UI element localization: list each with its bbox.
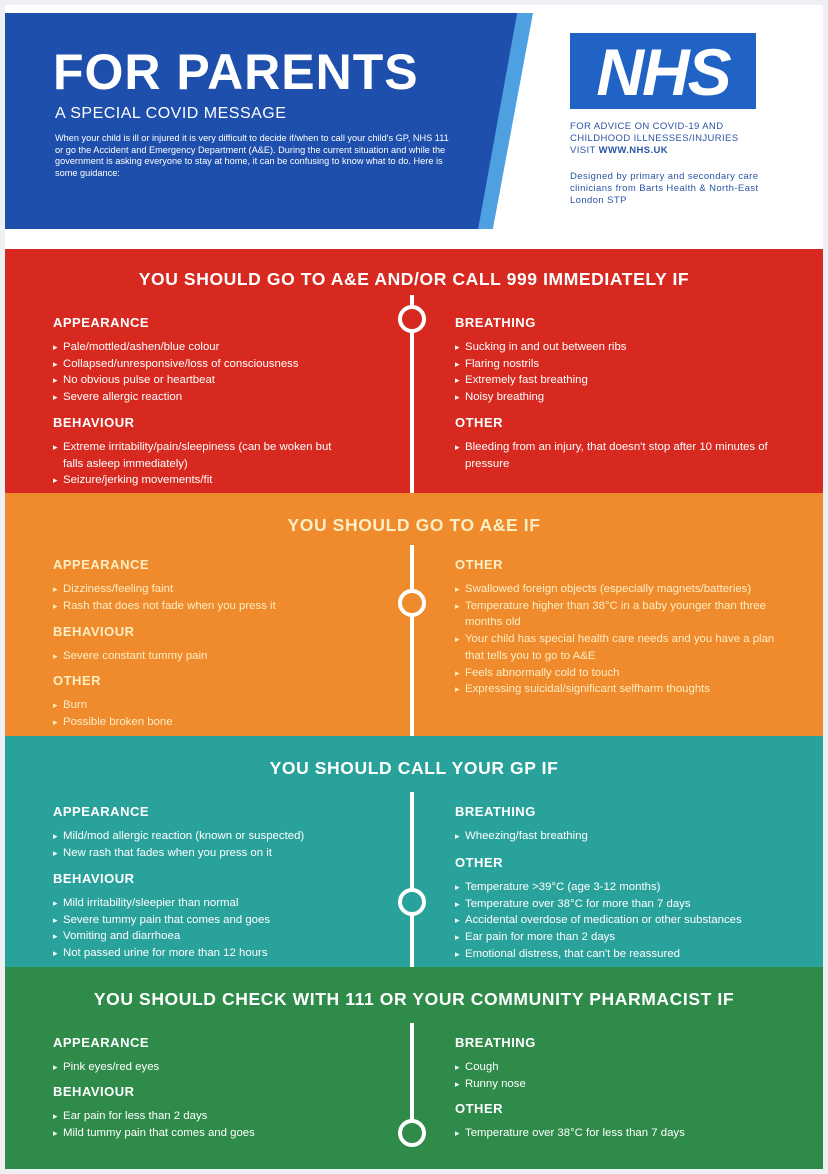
list-item: ▸ Severe allergic reaction (53, 389, 393, 406)
section-title: YOU SHOULD GO TO A&E AND/OR CALL 999 IMMEDIATELY IF (138, 269, 690, 289)
list-item: ▸ Dizziness/feeling faint (53, 581, 393, 598)
heading-appearance: APPEARANCE (53, 1035, 150, 1050)
list-appearance (53, 828, 398, 861)
page-subtitle: A SPECIAL COVID MESSAGE (55, 105, 287, 122)
section-title: YOU SHOULD CHECK WITH 111 OR YOUR COMMUNITY PHARMACIST IF (93, 989, 735, 1009)
advice-visit: VISIT (570, 145, 599, 156)
list-item: ▸ Extremely fast breathing (455, 372, 795, 389)
divider-line (410, 327, 414, 493)
heading-other: OTHER (455, 855, 503, 870)
section-999 (5, 249, 823, 493)
list-breathing (455, 339, 795, 406)
list-item: ▸ Cough (455, 1059, 795, 1076)
heading-behaviour: BEHAVIOUR (53, 415, 135, 430)
list-behaviour (53, 648, 393, 665)
list-appearance (53, 339, 393, 406)
list-other (455, 439, 785, 472)
list-item: ▸ Accidental overdose of medication or other substances (455, 912, 815, 929)
heading-behaviour: BEHAVIOUR (53, 1084, 135, 1099)
section-title: YOU SHOULD CALL YOUR GP IF (269, 758, 559, 778)
list-item: ▸ Not passed urine for more than 12 hours (53, 945, 398, 962)
list-behaviour (53, 439, 353, 489)
page-title: FOR PARENTS (53, 44, 419, 100)
timeline-circle (398, 305, 426, 333)
timeline-circle (398, 589, 426, 617)
advice-line-3 (570, 145, 770, 157)
list-other (455, 1125, 795, 1142)
heading-breathing: BREATHING (455, 804, 536, 819)
list-item: ▸ Bleeding from an injury, that doesn't stop after 10 minutes of pressure (455, 439, 785, 472)
list-item: ▸ Burn (53, 697, 393, 714)
divider-line-top (410, 545, 414, 591)
list-behaviour (53, 1108, 393, 1141)
heading-behaviour: BEHAVIOUR (53, 624, 135, 639)
list-item: ▸ Extreme irritability/pain/sleepiness (can be woken but falls asleep immediately) (53, 439, 353, 472)
list-item: ▸ Temperature over 38°C for more than 7 days (455, 896, 815, 913)
list-item: ▸ Temperature >39°C (age 3-12 months) (455, 879, 815, 896)
list-item: ▸ No obvious pulse or heartbeat (53, 372, 393, 389)
divider-line (410, 914, 414, 967)
list-item: ▸ Severe tummy pain that comes and goes (53, 912, 398, 929)
list-item: ▸ Emotional distress, that can't be reassured (455, 946, 815, 963)
nhs-logo: NHS (570, 33, 756, 109)
divider-line-top (410, 792, 414, 890)
timeline-circle (398, 888, 426, 916)
list-item: ▸ Swallowed foreign objects (especially magnets/batteries) (455, 581, 795, 598)
list-item: ▸ Noisy breathing (455, 389, 795, 406)
list-item: ▸ Expressing suicidal/significant selfharm thoughts (455, 681, 795, 698)
list-item: ▸ Pink eyes/red eyes (53, 1059, 393, 1076)
list-item: ▸ Mild/mod allergic reaction (known or suspected) (53, 828, 398, 845)
heading-appearance: APPEARANCE (53, 315, 150, 330)
list-item: ▸ Possible broken bone (53, 714, 393, 731)
list-item: ▸ Ear pain for more than 2 days (455, 929, 815, 946)
timeline-circle (398, 1119, 426, 1147)
list-item: ▸ Seizure/jerking movements/fit (53, 472, 353, 489)
header (5, 5, 823, 247)
designed-by-text: Designed by primary and secondary care clinicians from Barts Health & North-East London STP (570, 171, 759, 206)
heading-behaviour: BEHAVIOUR (53, 871, 135, 886)
list-item: ▸ Collapsed/unresponsive/loss of consciousness (53, 356, 393, 373)
heading-breathing: BREATHING (455, 315, 536, 330)
list-item: ▸ Mild irritability/sleepier than normal (53, 895, 398, 912)
section-ae (5, 493, 823, 736)
list-item: ▸ Mild tummy pain that comes and goes (53, 1125, 393, 1142)
list-appearance (53, 581, 393, 614)
heading-other: OTHER (455, 1101, 503, 1116)
list-item: ▸ Sucking in and out between ribs (455, 339, 795, 356)
list-breathing (455, 1059, 795, 1092)
list-breathing (455, 828, 805, 845)
list-item: ▸ Temperature over 38°C for less than 7 days (455, 1125, 795, 1142)
section-gp (5, 736, 823, 967)
list-item: ▸ Flaring nostrils (455, 356, 795, 373)
list-item: ▸ New rash that fades when you press on it (53, 845, 398, 862)
section-title: YOU SHOULD GO TO A&E IF (287, 515, 541, 535)
heading-appearance: APPEARANCE (53, 557, 150, 572)
list-behaviour (53, 895, 398, 962)
poster (5, 5, 823, 1169)
divider-line (410, 1023, 414, 1121)
advice-text (570, 121, 770, 157)
list-item: ▸ Feels abnormally cold to touch (455, 665, 795, 682)
list-appearance (53, 1059, 393, 1076)
divider-line (410, 615, 414, 736)
heading-appearance: APPEARANCE (53, 804, 150, 819)
section-pharmacist (5, 967, 823, 1169)
heading-breathing: BREATHING (455, 1035, 536, 1050)
list-other (53, 697, 393, 730)
list-item: ▸ Your child has special health care needs and you have a plan that tells you to go to A&E (455, 631, 795, 664)
heading-other: OTHER (53, 673, 101, 688)
list-item: ▸ Rash that does not fade when you press it (53, 598, 393, 615)
list-item: ▸ Severe constant tummy pain (53, 648, 393, 665)
intro-text: When your child is ill or injured it is very difficult to decide if/when to call your child's GP, NHS 111 or go the Accident and Emergency Department (A&E). During the current situation and while the government is asking everyone to stay at home, it can be confusing to know what to do. Here is some guidance: (55, 133, 449, 178)
advice-line-1: FOR ADVICE ON COVID-19 AND (570, 121, 724, 132)
list-item: ▸ Pale/mottled/ashen/blue colour (53, 339, 393, 356)
heading-other: OTHER (455, 415, 503, 430)
list-other (455, 581, 795, 698)
nhs-website-link[interactable]: WWW.NHS.UK (598, 145, 669, 156)
list-item: ▸ Wheezing/fast breathing (455, 828, 805, 845)
list-other (455, 879, 815, 963)
advice-line-2: CHILDHOOD ILLNESSES/INJURIES (570, 133, 739, 144)
list-item: ▸ Runny nose (455, 1076, 795, 1093)
heading-other: OTHER (455, 557, 503, 572)
list-item: ▸ Ear pain for less than 2 days (53, 1108, 393, 1125)
list-item: ▸ Vomiting and diarrhoea (53, 928, 398, 945)
list-item: ▸ Temperature higher than 38°C in a baby younger than three months old (455, 598, 795, 631)
